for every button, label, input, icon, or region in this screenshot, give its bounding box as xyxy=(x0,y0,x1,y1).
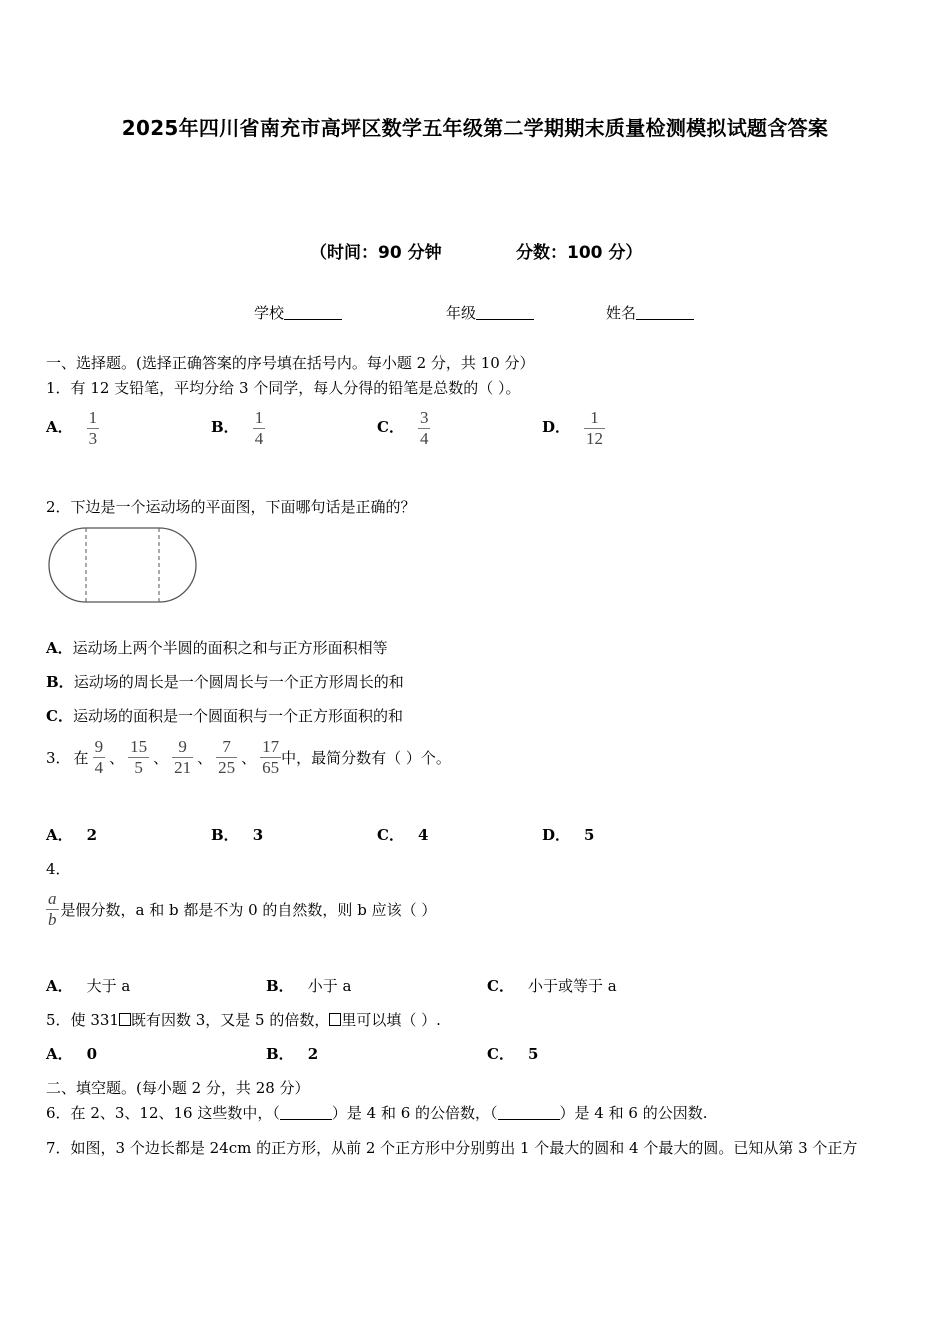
q1-option-c-label: C． xyxy=(377,418,404,437)
grade-blank[interactable] xyxy=(476,305,534,320)
q5-option-b-label: B． xyxy=(266,1045,294,1063)
q2-option-b-label: B． xyxy=(46,673,74,691)
q4-option-c[interactable] xyxy=(487,975,617,996)
q3-option-c-label: C． xyxy=(377,826,404,844)
q3-option-c-text: 4 xyxy=(417,826,429,844)
name-blank[interactable] xyxy=(636,305,694,320)
q3-option-d[interactable] xyxy=(542,824,594,845)
document-title: 2025年四川省南充市高坪区数学五年级第二学期期末质量检测模拟试题含答案 xyxy=(121,116,829,140)
q3-prefix: 在 xyxy=(73,748,89,767)
q3-fraction-2: $\frac{15}{5}$ xyxy=(130,737,148,777)
q3-fraction-3: $\frac{9}{21}$ xyxy=(174,737,192,777)
grade-label: 年级 xyxy=(446,304,477,322)
q1-option-a[interactable] xyxy=(46,409,99,448)
q1-option-d[interactable] xyxy=(542,409,605,448)
q2-option-a-text: 运动场上两个半圆的面积之和与正方形面积相等 xyxy=(72,639,388,657)
question-2 xyxy=(46,496,416,517)
q3-option-b-label: B． xyxy=(211,826,239,844)
q2-option-a-label: A． xyxy=(46,639,73,657)
q2-text: 下边是一个运动场的平面图，下面哪句话是正确的？ xyxy=(70,498,416,516)
q4-option-b-label: B． xyxy=(266,977,294,995)
q5-option-b[interactable] xyxy=(266,1043,318,1064)
q1-option-d-label: D． xyxy=(542,418,571,437)
q6-blank-2[interactable] xyxy=(498,1105,560,1120)
q7-text: 如图，3 个边长都是 24cm 的正方形，从前 2 个正方形中分别剪出 1 个最大的圆和 4 个最大的圆。已知从第 3 个正方 xyxy=(70,1139,858,1157)
question-5 xyxy=(46,1009,441,1030)
q3-sep-2: 、 xyxy=(153,748,169,767)
q1-option-a-label: A． xyxy=(46,418,73,437)
q6-part2: ）是 4 和 6 的公倍数，（ xyxy=(331,1104,498,1122)
q5-option-c-label: C． xyxy=(487,1045,514,1063)
q1-option-d-fraction: $\frac{1}{12}$ xyxy=(586,408,604,448)
q2-number: 2． xyxy=(46,498,71,516)
q5-option-c[interactable] xyxy=(487,1043,538,1064)
q4-option-b[interactable] xyxy=(266,975,351,996)
q1-option-a-fraction: $\frac{1}{3}$ xyxy=(88,408,98,448)
q3-option-a-label: A． xyxy=(46,826,73,844)
section2-heading: 二、填空题。(每小题 2 分，共 28 分） xyxy=(46,1079,310,1097)
school-label: 学校 xyxy=(254,304,285,322)
q6-part3: ）是 4 和 6 的公因数. xyxy=(559,1104,708,1122)
q3-option-a[interactable] xyxy=(46,824,97,845)
q3-number: 3． xyxy=(46,748,71,767)
score-label: 分数：100 分） xyxy=(516,243,643,263)
q4-option-a-label: A． xyxy=(46,977,73,995)
time-label: （时间：90 分钟 xyxy=(310,243,442,263)
grade-field[interactable] xyxy=(446,302,534,323)
q4-fraction: $\frac{a}{b}$ xyxy=(48,889,57,929)
q2-option-b[interactable] xyxy=(46,671,404,692)
q5-option-a-label: A． xyxy=(46,1045,73,1063)
q1-text: 有 12 支铅笔，平均分给 3 个同学，每人分得的铅笔是总数的（ ）。 xyxy=(70,379,521,397)
name-label: 姓名 xyxy=(606,304,637,322)
q2-option-c-label: C． xyxy=(46,707,73,725)
q4-option-a[interactable] xyxy=(46,975,130,996)
q3-fraction-4: $\frac{7}{25}$ xyxy=(218,737,236,777)
q6-blank-1[interactable] xyxy=(280,1105,332,1120)
q3-sep-3: 、 xyxy=(197,748,213,767)
question-1 xyxy=(46,377,521,398)
q4-option-b-text: 小于 a xyxy=(307,977,352,995)
section1-heading: 一、选择题。(选择正确答案的序号填在括号内。每小题 2 分，共 10 分） xyxy=(46,354,535,372)
q2-option-a[interactable] xyxy=(46,637,388,658)
q2-option-c[interactable] xyxy=(46,705,403,726)
square-box-icon xyxy=(119,1013,131,1026)
q5-text-after: 里可以填（ ）. xyxy=(341,1011,441,1029)
q3-option-a-text: 2 xyxy=(86,826,98,844)
question-7 xyxy=(46,1137,857,1158)
question-6 xyxy=(46,1102,707,1123)
stadium-figure xyxy=(48,527,198,603)
school-field[interactable] xyxy=(254,302,342,323)
q1-option-b-fraction: $\frac{1}{4}$ xyxy=(254,408,264,448)
q1-option-b[interactable] xyxy=(211,409,265,448)
question-3 xyxy=(46,738,451,777)
q2-option-c-text: 运动场的面积是一个圆面积与一个正方形面积的和 xyxy=(72,707,403,725)
q3-option-b-text: 3 xyxy=(252,826,264,844)
q4-option-c-text: 小于或等于 a xyxy=(527,977,617,995)
q1-option-b-label: B． xyxy=(211,418,239,437)
q4-option-c-label: C． xyxy=(487,977,514,995)
q3-fraction-1: $\frac{9}{4}$ xyxy=(94,737,104,777)
q6-part1: 在 2、3、12、16 这些数中，（ xyxy=(70,1104,280,1122)
q4-option-a-text: 大于 a xyxy=(86,977,131,995)
q5-option-a-text: 0 xyxy=(86,1045,98,1063)
q5-option-a[interactable] xyxy=(46,1043,97,1064)
q1-number: 1． xyxy=(46,379,71,397)
q6-number: 6． xyxy=(46,1104,71,1122)
q3-sep-1: 、 xyxy=(109,748,125,767)
q3-option-d-label: D． xyxy=(542,826,571,844)
q1-option-c-fraction: $\frac{3}{4}$ xyxy=(419,408,429,448)
q5-option-c-text: 5 xyxy=(527,1045,539,1063)
q3-fraction-5: $\frac{17}{65}$ xyxy=(262,737,280,777)
stadium-outline xyxy=(49,528,196,602)
name-field[interactable] xyxy=(606,302,694,323)
q3-option-b[interactable] xyxy=(211,824,263,845)
q1-option-c[interactable] xyxy=(377,409,430,448)
q5-number: 5． xyxy=(46,1011,71,1029)
q4-text: 是假分数，a 和 b 都是不为 0 的自然数，则 b 应该（ ） xyxy=(60,900,437,919)
q4-number: 4． xyxy=(46,860,71,878)
q3-sep-4: 、 xyxy=(241,748,257,767)
q5-text-mid: 既有因数 3，又是 5 的倍数， xyxy=(130,1011,330,1029)
q5-option-b-text: 2 xyxy=(307,1045,319,1063)
question-4 xyxy=(46,890,436,929)
q5-text-before: 使 331 xyxy=(70,1011,119,1029)
q3-suffix: 中，最简分数有（ ）个。 xyxy=(281,748,451,767)
q7-number: 7． xyxy=(46,1139,71,1157)
q2-option-b-text: 运动场的周长是一个圆周长与一个正方形周长的和 xyxy=(73,673,404,691)
q3-option-c[interactable] xyxy=(377,824,428,845)
square-box-icon xyxy=(329,1013,341,1026)
q3-option-d-text: 5 xyxy=(584,826,595,844)
school-blank[interactable] xyxy=(284,305,342,320)
